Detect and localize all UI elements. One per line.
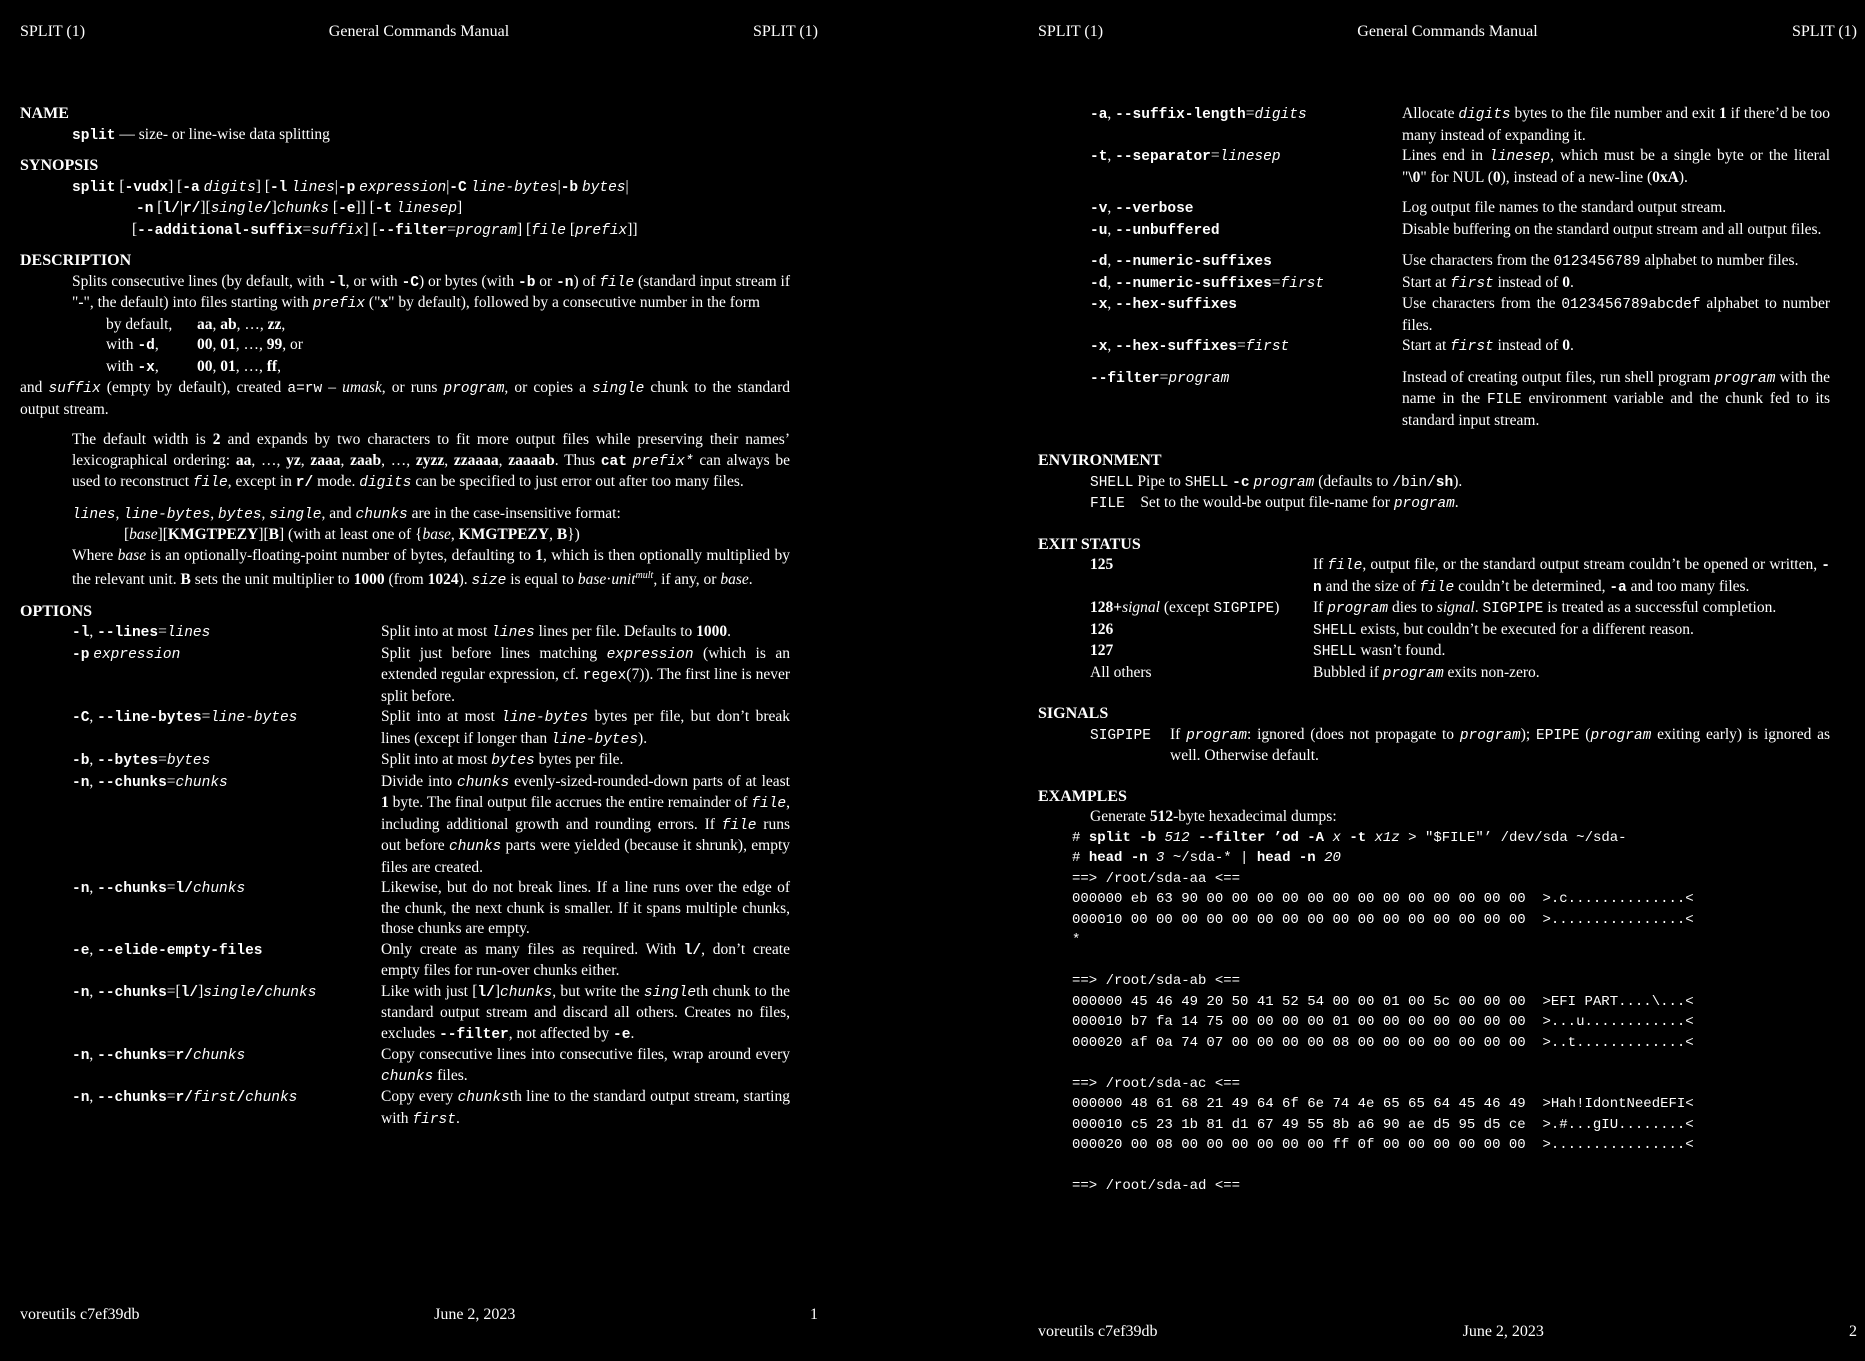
header-center: General Commands Manual (328, 23, 510, 40)
section-examples-heading: EXAMPLES (1038, 787, 1127, 805)
header-right: SPLIT (1) (1791, 23, 1857, 40)
page-1 (0, 0, 830, 1361)
section-description-heading: DESCRIPTION (20, 252, 132, 269)
page-footer (1038, 1322, 1857, 1343)
signals-table: SIGPIPE If program: ignored (does not propagate to program); EPIPE (program exiting early) is ignored as well. Otherwise default. (1090, 725, 1830, 764)
option-row: -n, --chunks=[l/]single/chunks Like with just [l/]chunks, but write the singleth chunk to the standard output stream and discard all others. Creates no files, excludes --filter, not affected by -e. (72, 982, 790, 1043)
synopsis: split [-vudx] [-a digits] [-l lines|-p expression|-C line-bytes|-b bytes| -n [l/|r/][single/]chunks [-e]] [-t linesep] [--additional-suffix=suffix] [--filter=program] [file [prefix]] (72, 177, 638, 239)
option-row: -l, --lines=lines Split into at most lines lines per file. Defaults to 1000. (72, 623, 732, 642)
option-row: -n, --chunks=chunks Divide into chunks evenly-sized-rounded-down parts of at least 1 byte. The final output file accrues the entire remainder of file, including additional growth and rounding errors. If file runs out before chunks parts were yielded (because it shrunk), empty files are created. (72, 772, 791, 876)
header-center: General Commands Manual (1357, 23, 1538, 40)
examples-intro: Generate 512-byte hexadecimal dumps: (1090, 808, 1337, 825)
section-signals-heading: SIGNALS (1038, 705, 1109, 722)
exit-row: All others Bubbled if program exits non-zero. (1090, 663, 1540, 682)
example-command-1: # split -b 512 --filter ’od -A x -t x1z > "$FILE"’ /dev/sda ~/sda- (1072, 829, 1627, 846)
description-width: The default width is 2 and expands by two characters to fit more output files while preserving their names’ lexicographical ordering: aa, …, yz, zaaa, zaab, …, zyzz, zzaaaa, zaaaab. Thus cat prefix* can always be used to reconstruct file, except in r/ mode. digits can be specified to just error out after too many files. lines, line-bytes, bytes, single, and chunks are in the case-insensitive format: [base][KMGTPEZY][B] (with at least one of {base, KMGTPEZY, B}) Where base is an optionally-floating-point number of bytes, defaulting to 1, which is then optionally multiplied by the relevant unit. B sets the unit multiplier to 1000 (from 1024). size is equal to base·unit$^{mult}$, if any, or base. (72, 431, 791, 590)
section-exit-status-heading: EXIT STATUS (1038, 535, 1141, 553)
footer-left: voreutils c7ef39db (1038, 1323, 1158, 1340)
exit-row: 128+signal (except SIGPIPE) If program dies to signal. SIGPIPE is treated as a successful completion. (1090, 599, 1777, 617)
option-row: -n, --chunks=r/first/chunks Copy every chunksth line to the standard output stream, starting with first. (72, 1088, 790, 1128)
page-2-body (1038, 104, 1830, 1197)
option-row: -b, --bytes=bytes Split into at most bytes bytes per file. (72, 751, 624, 770)
option-row: -x, --hex-suffixes=first Start at first instead of 0. (1090, 337, 1574, 355)
section-synopsis-heading: SYNOPSIS (20, 157, 99, 174)
option-row: -d, --numeric-suffixes Use characters from the 0123456789 alphabet to number files. (1090, 252, 1799, 270)
page-1-body (20, 104, 790, 1130)
name-line: split — size- or line-wise data splitting (72, 125, 330, 144)
option-row: -e, --elide-empty-files Only create as many files as required. With l/, don’t create empty files for run-over chunks either. (72, 940, 790, 980)
option-row: -t, --separator=linesep Lines end in linesep, which must be a single byte or the literal "\0" for NUL (0), instead of a new-line (0xA). (1090, 147, 1830, 186)
footer-center: June 2, 2023 (1462, 1323, 1544, 1340)
footer-page-number: 2 (1848, 1323, 1857, 1340)
exit-status-table (1038, 555, 1830, 684)
option-row: -x, --hex-suffixes Use characters from the 0123456789abcdef alphabet to number files. (1090, 295, 1831, 334)
exit-row: 127 SHELL wasn’t found. (1090, 642, 1446, 660)
option-row: -C, --line-bytes=line-bytes Split into at most line-bytes bytes per file, but don’t break lines (except if longer than line-bytes). (72, 708, 790, 748)
description-continuation: and suffix (empty by default), created a=rw – umask, or runs program, or copies a single chunk to the standard output stream. (20, 379, 791, 418)
page-footer (20, 1305, 818, 1326)
example-output: ==> /root/sda-aa <== 000000 eb 63 90 00 00 00 00 00 00 00 00 00 00 00 00 00 >.c..............< 000010 00 00 00 00 00 00 00 00 00 00 00 00 00 00 00 00 >................< * ==> /root/sda-ab <== 000000 45 46 49 20 50 41 52 54 00 00 01 00 5c 00 00 00 >EFI PART....\...< 000010 b7 fa 14 75 00 00 00 00 01 00 00 00 00 00 00 00 >...u............< 000020 af 0a 74 07 00 00 00 00 08 00 00 00 00 00 00 00 >..t.............< ==> /root/sda-ac <== 000000 48 61 68 21 49 64 6f 6e 74 4e 65 65 64 45 46 49 >Hah!IdontNeedEFI< 000010 c5 23 1b 81 d1 67 49 55 8b a6 90 ae d5 95 d5 ce >.#...gIU........< 000020 00 08 00 00 00 00 00 00 ff 0f 00 00 00 00 00 00 >................< ==> /root/sda-ad <== (1072, 870, 1694, 1194)
header-left: SPLIT (1) (1038, 23, 1104, 40)
option-row: -p expression Split just before lines matching expression (which is an extended regular expression, cf. regex(7)). The first line is never split before. (72, 644, 790, 705)
exit-row: 125 If file, output file, or the standard output stream couldn’t be opened or written, -n and the size of file couldn’t be determined, -a and too many files. (1090, 556, 1830, 596)
section-name-heading: NAME (20, 105, 69, 122)
page-header (20, 22, 818, 43)
exit-row: 126 SHELL exists, but couldn’t be executed for a different reason. (1090, 620, 1694, 639)
footer-left: voreutils c7ef39db (20, 1306, 140, 1323)
page-header (1038, 22, 1857, 43)
example-command-2: # head -n 3 ~/sda-* | head -n 20 (1072, 850, 1341, 866)
page-2 (1020, 0, 1865, 1361)
header-left: SPLIT (1) (20, 23, 86, 40)
option-row: --filter=program Instead of creating output files, run shell program program with the name in the FILE environment variable and the chunk fed to its standard input stream. (1090, 368, 1830, 429)
options-table-continued (1038, 104, 1830, 431)
description-text: Splits consecutive lines (by default, with -l, or with -C) or bytes (with -b or -n) of file (standard input stream if "-", the default) into files starting with prefix ("x" by default), followed by a consecutive number in the form by default, aa, ab, …, zz, with -d, 00, 01, …, 99, or with -x, 00, 01, …, ff, (72, 272, 790, 376)
header-right: SPLIT (1) (752, 23, 818, 40)
options-table (20, 622, 790, 1130)
option-row: -v, --verbose Log output file names to the standard output stream. (1090, 199, 1727, 217)
env-file: FILE Set to the would-be output file-name for program. (1090, 494, 1459, 512)
section-environment-heading: ENVIRONMENT (1038, 452, 1162, 469)
footer-center: June 2, 2023 (434, 1306, 516, 1323)
option-row: -n, --chunks=r/chunks Copy consecutive lines into consecutive files, wrap around every chunks files. (72, 1046, 790, 1085)
environment-list (1038, 472, 1830, 515)
env-shell: SHELL Pipe to SHELL -c program (defaults to /bin/sh). (1090, 472, 1463, 491)
footer-page-number: 1 (809, 1306, 818, 1323)
option-row: -u, --unbuffered Disable buffering on the standard output stream and all output files. (1090, 220, 1822, 239)
option-row: -n, --chunks=l/chunks Likewise, but do not break lines. If a line runs over the edge of the chunk, the next chunk is smaller. If it spans multiple chunks, those chunks are empty. (72, 879, 790, 938)
option-row: -d, --numeric-suffixes=first Start at first instead of 0. (1090, 273, 1574, 292)
section-options-heading: OPTIONS (20, 602, 93, 620)
option-row: -a, --suffix-length=digits Allocate digits bytes to the file number and exit 1 if there’d be too many instead of expanding it. (1090, 105, 1830, 144)
